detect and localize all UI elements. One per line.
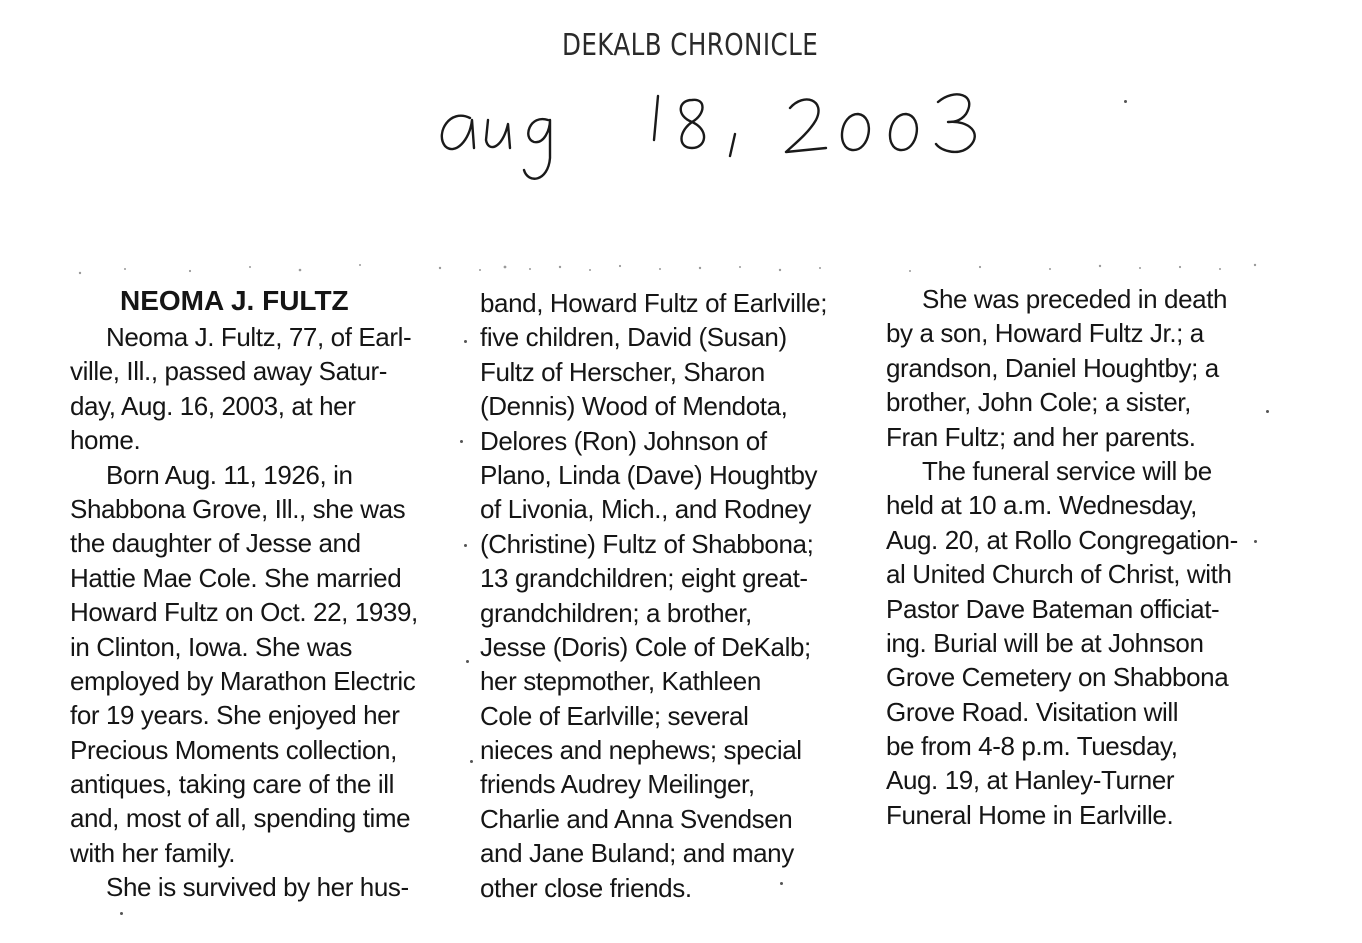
column-2-line: Cole of Earlville; several [480,700,749,731]
column-1-line: She is survived by her hus- [106,872,409,903]
column-2-line: (Christine) Fultz of Shabbona; [480,528,814,559]
column-1-line: Neoma J. Fultz, 77, of Earl- [106,322,412,352]
column-3-line: Aug. 19, at Hanley-Turner [886,765,1175,796]
column-2-line: Plano, Linda (Dave) Houghtby [480,459,818,490]
column-1-line: day, Aug. 16, 2003, at her [70,390,356,421]
column-1-line: and, most of all, spending time [70,803,411,834]
column-1-line: the daughter of Jesse and [70,528,361,559]
scan-speck [460,440,463,443]
column-3-line: be from 4-8 p.m. Tuesday, [886,731,1178,762]
obituary-column-2 [480,286,827,905]
scan-speck [780,882,783,885]
column-2-line: of Livonia, Mich., and Rodney [480,494,811,525]
column-3-line: She was preceded in death [922,284,1228,314]
column-3-line: grandson, Daniel Houghtby; a [886,352,1219,383]
column-2-line: Jesse (Doris) Cole of DeKalb; [480,631,811,662]
column-3-line: Fran Fultz; and her parents. [886,421,1196,452]
column-3-line: by a son, Howard Fultz Jr.; a [886,318,1204,349]
column-1-line: antiques, taking care of the ill [70,769,394,800]
column-2-line: other close friends. [480,872,692,903]
obituary-column-3 [886,282,1238,832]
column-3-line: held at 10 a.m. Wednesday, [886,490,1197,521]
column-2-line: 13 grandchildren; eight great- [480,563,808,594]
scan-speck [1254,540,1257,543]
scan-speck [464,340,467,343]
print-speckle-rule [60,255,1280,285]
column-2-line: her stepmother, Kathleen [480,666,761,697]
column-3-line: al United Church of Christ, with [886,559,1232,590]
scan-speck [464,544,467,547]
column-2-line: five children, David (Susan) [480,322,787,353]
scan-speck [120,912,123,915]
column-2-line: Charlie and Anna Svendsen [480,803,793,834]
column-2-line: friends Audrey Meilinger, [480,769,755,800]
column-3-line: Grove Cemetery on Shabbona [886,662,1229,693]
column-1-line: for 19 years. She enjoyed her [70,700,400,731]
column-1-line: Howard Fultz on Oct. 22, 1939, [70,597,418,628]
column-3-line: Funeral Home in Earlville. [886,799,1174,830]
column-2-line: and Jane Buland; and many [480,838,794,869]
column-1-line: Born Aug. 11, 1926, in [106,459,353,490]
column-3-line: Aug. 20, at Rollo Congregation- [886,524,1238,555]
column-1-line: with her family. [70,837,236,868]
column-3-line: ing. Burial will be at Johnson [886,627,1204,658]
column-3-line: brother, John Cole; a sister, [886,387,1191,418]
column-1-line: home. [70,425,141,456]
column-3-line: The funeral service will be [922,455,1212,486]
column-2-line: nieces and nephews; special [480,735,802,766]
column-3-line: Grove Road. Visitation will [886,696,1179,727]
column-3-line: Pastor Dave Bateman officiat- [886,593,1220,624]
column-1-line: Precious Moments collection, [70,734,397,765]
column-2-line: Fultz of Herscher, Sharon [480,356,765,387]
scan-speck [470,760,473,763]
obituary-heading: NEOMA J. FULTZ [120,285,349,316]
scan-speck [1124,100,1127,103]
column-2-line: band, Howard Fultz of Earlville; [480,288,828,318]
column-2-line: grandchildren; a brother, [480,597,752,628]
column-1-line: ville, Ill., passed away Satur- [70,356,388,387]
scan-speck [466,660,469,663]
column-2-line: (Dennis) Wood of Mendota, [480,391,788,422]
column-1-line: employed by Marathon Electric [70,665,416,696]
masthead: DEKALB CHRONICLE [562,28,819,63]
obituary-column-1 [70,282,418,905]
column-1-line: Shabbona Grove, Ill., she was [70,493,406,524]
column-2-line: Delores (Ron) Johnson of [480,425,767,456]
column-1-line: Hattie Mae Cole. She married [70,562,402,593]
handwritten-date [430,78,1010,198]
scan-speck [1266,410,1269,413]
column-1-line: in Clinton, Iowa. She was [70,631,352,662]
